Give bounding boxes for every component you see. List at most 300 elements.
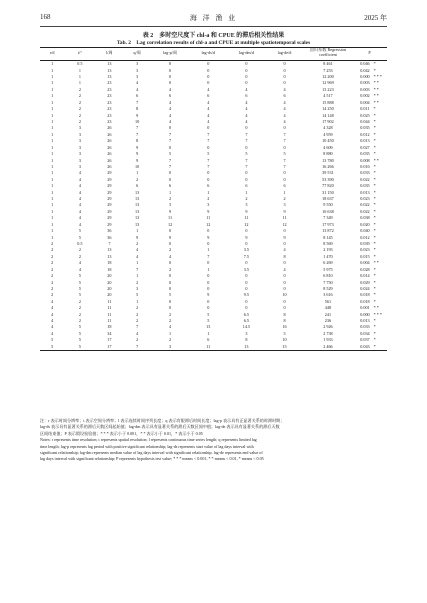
cell-t: 5 xyxy=(78,279,81,285)
cell-lag-de: 0 xyxy=(283,67,286,73)
cell-regression: 236 xyxy=(324,318,332,324)
cell-lag-dm: 7 xyxy=(245,131,248,137)
cell-q: 7 xyxy=(136,131,139,137)
cell-regression: 9 550 xyxy=(323,202,333,208)
cell-lag-de: 0 xyxy=(283,74,286,80)
cell-regression: 39 531 xyxy=(322,170,334,176)
cell-t: 3 xyxy=(78,163,81,169)
cell-q: 9 xyxy=(136,151,139,157)
cell-q: 2 xyxy=(136,305,139,311)
cell-q: 2 xyxy=(136,241,139,246)
cell-q: 13 xyxy=(135,215,140,221)
cell-r: 1 xyxy=(51,144,54,150)
cell-q: 2 xyxy=(136,311,139,317)
p-value: 0.023 xyxy=(360,196,370,202)
p-value: 0.046 xyxy=(360,61,370,67)
cell-q: 2 xyxy=(136,337,139,343)
cell-r: 1 xyxy=(51,176,54,182)
cell-l: 29 xyxy=(107,196,112,202)
cell-lag-ds: 6 xyxy=(207,93,210,99)
cell-regression: 2 926 xyxy=(323,324,333,330)
journal-year: 2025 年 xyxy=(364,14,387,22)
significance-marker: * xyxy=(373,67,376,73)
col-header-lag-dm: lag-dm/d xyxy=(227,48,265,58)
table-notes xyxy=(40,418,387,463)
significance-marker: * xyxy=(373,183,376,189)
p-value: 0.003 xyxy=(360,86,370,92)
cell-r: 1 xyxy=(51,86,54,92)
cell-regression: 13 872 xyxy=(322,228,334,234)
cell-q: 9 xyxy=(136,234,139,240)
cell-regression: 8 880 xyxy=(323,151,333,157)
cell-lag-dm: 3 xyxy=(245,330,248,336)
cell-lag-p: 4 xyxy=(169,112,172,118)
cell-lag-de: 4 xyxy=(283,247,286,253)
cell-regression: 12 200 xyxy=(322,74,334,80)
col-header-lag-de: lag-de/d xyxy=(265,48,303,58)
cell-lag-de: 0 xyxy=(283,80,286,86)
cell-lag-ds: 0 xyxy=(207,144,210,150)
significance-marker: * xyxy=(373,144,376,150)
cell-lag-p: 2 xyxy=(169,318,172,324)
p-value: 0.013 xyxy=(360,318,370,324)
cell-lag-dm: 7.5 xyxy=(243,253,249,259)
significance-marker: * xyxy=(373,324,376,330)
cell-q: 3 xyxy=(136,61,139,67)
cell-t: 1 xyxy=(78,74,81,80)
cell-lag-ds: 4 xyxy=(207,112,210,118)
cell-lag-de: 7 xyxy=(283,163,286,169)
cell-l: 18 xyxy=(107,324,112,330)
cell-l: 29 xyxy=(107,170,112,176)
cell-t: 4 xyxy=(78,215,81,221)
cell-t: 4 xyxy=(78,196,81,202)
note-line: 区间结束值；P 表示假设检验值；* * * 表示小于 0.001，* * 表示小于 0.01，* 表示小于 0.05 xyxy=(40,430,203,436)
cell-l: 36 xyxy=(107,234,112,240)
cell-r: 5 xyxy=(40,344,64,351)
p-value: 0.001 xyxy=(360,305,370,311)
cell-t: 5 xyxy=(64,344,95,351)
cell-lag-p: 9 xyxy=(169,234,172,240)
cell-q: 6 xyxy=(136,93,139,99)
p-value: 0.013 xyxy=(360,138,370,144)
cell-lag-dm: 0 xyxy=(245,241,248,246)
cell-lag-ds: 7 xyxy=(207,163,210,169)
header-rule xyxy=(40,26,387,27)
p-value: 0.022 xyxy=(360,208,370,214)
cell-r: 4 xyxy=(51,298,54,304)
cell-lag-dm: 9 xyxy=(245,234,248,240)
cell-l: 17 xyxy=(96,344,124,351)
cell-r: 4 xyxy=(51,311,54,317)
cell-lag-de: 0 xyxy=(283,305,286,311)
significance-marker: * xyxy=(373,170,376,176)
cell-lag-de: 0 xyxy=(283,61,286,67)
cell-l: 20 xyxy=(107,285,112,291)
cell-lag-dm: 12 xyxy=(244,221,249,227)
significance-marker: * xyxy=(373,202,376,208)
cell-r: 2 xyxy=(51,266,54,272)
cell-l: 29 xyxy=(107,221,112,227)
cell-t: 5 xyxy=(78,337,81,343)
significance-marker: * xyxy=(373,125,376,131)
p-value: 0.035 xyxy=(360,151,370,157)
p-value: 0.022 xyxy=(360,176,370,182)
cell-t: 0.5 xyxy=(77,241,83,246)
cell-r: 1 xyxy=(51,170,54,176)
significance-marker: * xyxy=(373,112,376,118)
cell-regression: 13 780 xyxy=(322,157,334,163)
cell-r: 1 xyxy=(51,93,54,99)
cell-lag-p: 7 xyxy=(169,131,172,137)
cell-l: 11 xyxy=(107,305,112,311)
cell-lag-dm: 3 xyxy=(245,202,248,208)
cell-t: 4 xyxy=(78,260,81,266)
cell-lag-de: 0 xyxy=(283,228,286,234)
cell-t: 2 xyxy=(78,253,81,259)
cell-r: 1 xyxy=(51,208,54,214)
cell-regression: 16 638 xyxy=(322,208,334,214)
cell-r: 2 xyxy=(51,260,54,266)
cell-r: 1 xyxy=(51,67,54,73)
cell-r: 1 xyxy=(51,202,54,208)
cell-l: 13 xyxy=(107,67,112,73)
cell-regression: 8 529 xyxy=(323,285,333,291)
cell-lag-de: 0 xyxy=(283,260,286,266)
cell-lag-dm: 2 xyxy=(245,196,248,202)
cell-lag-ds: 0 xyxy=(207,279,210,285)
cell-r: 2 xyxy=(51,285,54,291)
cell-q: 8 xyxy=(136,106,139,112)
p-value: 0.012 xyxy=(360,234,370,240)
cell-regression: 561 xyxy=(324,298,332,304)
col-header-lag-ds: lag-ds/d xyxy=(189,48,227,58)
cell-t: 3 xyxy=(78,125,81,131)
cell-lag-p: 0 xyxy=(169,144,172,150)
cell-t: 4 xyxy=(78,208,81,214)
col-header-r: r/d xyxy=(40,48,64,58)
cell-lag-ds: 1 xyxy=(207,330,210,336)
cell-regression: 15 888 xyxy=(322,99,334,105)
cell-lag-dm: 0 xyxy=(245,67,248,73)
significance-marker: * xyxy=(373,176,376,182)
cell-r: 1 xyxy=(51,157,54,163)
cell-regression: 77 820 xyxy=(322,183,334,189)
cell-r: 1 xyxy=(51,221,54,227)
cell-t: 0.5 xyxy=(77,61,83,67)
col-header-lag-p: lag-p/周 xyxy=(151,48,189,58)
cell-r: 1 xyxy=(51,74,54,80)
significance-marker: * xyxy=(373,241,376,246)
cell-lag-p: 2 xyxy=(169,196,172,202)
cell-lag-de: 0 xyxy=(283,176,286,182)
cell-lag-ds: 1 xyxy=(207,266,210,272)
cell-q: 3 xyxy=(136,67,139,73)
cell-lag-p: 11 xyxy=(168,215,173,221)
significance-marker: * xyxy=(373,106,376,112)
note-line: time length; lag-p represents lag period with positive significant relationship; lag-ds represents start value of lag days interval with xyxy=(40,443,254,449)
cell-r: 1 xyxy=(51,234,54,240)
p-value: 0.020 xyxy=(360,221,370,227)
cell-lag-de: 16 xyxy=(282,324,287,330)
cell-lag-dm: 7 xyxy=(245,163,248,169)
cell-lag-dm: 4 xyxy=(245,112,248,118)
cell-lag-de: 12 xyxy=(282,221,287,227)
cell-t: 4 xyxy=(78,189,81,195)
cell-lag-dm: 0 xyxy=(245,285,248,291)
cell-q: 2 xyxy=(136,176,139,182)
cell-lag-p: 4 xyxy=(169,86,172,92)
note-line: lag days interval with significant relationship; P represents hypothesis test value; * * * means < 0.001, * * means < 0.01, * means < 0.05 xyxy=(40,456,264,462)
cell-regression: 14 148 xyxy=(322,112,334,118)
cell-lag-p: 2 xyxy=(169,266,172,272)
cell-lag-dm: 3.5 xyxy=(243,266,249,272)
significance-marker: * xyxy=(373,61,376,67)
cell-l: 26 xyxy=(107,138,112,144)
p-value: 0.018 xyxy=(360,298,370,304)
cell-r: 1 xyxy=(51,80,54,86)
cell-lag-dm: 0 xyxy=(245,228,248,234)
cell-q: 4 xyxy=(136,253,139,259)
p-value: 0.015 xyxy=(360,253,370,259)
cell-lag-de: 10 xyxy=(282,292,287,298)
cell-lag-ds: 4 xyxy=(207,106,210,112)
cell-q: 1 xyxy=(136,298,139,304)
cell-lag-de: 0 xyxy=(283,285,286,291)
cell-r: 1 xyxy=(51,106,54,112)
p-value: 0.025 xyxy=(360,112,370,118)
cell-lag-ds: 0 xyxy=(207,74,210,80)
cell-lag-ds: 0 xyxy=(207,241,210,246)
cell-l: 7 xyxy=(108,241,111,246)
cell-regression: 3 616 xyxy=(323,292,333,298)
cell-p xyxy=(352,344,387,351)
cell-r: 1 xyxy=(51,112,54,118)
cell-lag-p: 7 xyxy=(169,163,172,169)
significance-marker: * * xyxy=(373,80,379,86)
cell-regression: 2 193 xyxy=(323,247,333,253)
cell-r: 5 xyxy=(51,337,54,343)
p-value: 0.018 xyxy=(360,292,370,298)
significance-marker: * * xyxy=(373,305,379,311)
cell-l: 26 xyxy=(107,144,112,150)
cell-q: 9 xyxy=(136,157,139,163)
cell-lag-dm: 6 xyxy=(245,183,248,189)
cell-lag-dm: 13 xyxy=(227,344,265,351)
cell-q: 10 xyxy=(135,118,140,124)
cell-lag-ds: 6 xyxy=(207,337,210,343)
cell-t: 5 xyxy=(78,273,81,279)
p-value: 0.027 xyxy=(360,144,370,150)
cell-lag-de: 5 xyxy=(283,330,286,336)
p-value: 0.002 xyxy=(360,93,370,99)
cell-lag-dm: 4 xyxy=(245,106,248,112)
cell-lag-dm: 0 xyxy=(245,61,248,67)
cell-q: 9 xyxy=(136,112,139,118)
cell-l: 23 xyxy=(107,106,112,112)
p-value: 0.003 xyxy=(360,80,370,86)
cell-r: 1 xyxy=(51,118,54,124)
cell-lag-ds: 4 xyxy=(207,86,210,92)
cell-l: 11 xyxy=(107,298,112,304)
significance-marker: * xyxy=(373,285,376,291)
cell-t: 4 xyxy=(78,221,81,227)
cell-lag-p: 7 xyxy=(169,157,172,163)
p-value: 0.044 xyxy=(360,118,370,124)
cell-lag-de: 4 xyxy=(283,106,286,112)
cell-lag-dm: 7 xyxy=(245,157,248,163)
significance-marker: * xyxy=(373,151,376,157)
significance-marker: * xyxy=(373,292,376,298)
cell-q: 1 xyxy=(136,170,139,176)
cell-regression: 17 973 xyxy=(322,221,334,227)
cell-lag-dm: 0 xyxy=(245,176,248,182)
cell-l: 23 xyxy=(107,86,112,92)
cell-regression: 8 145 xyxy=(323,234,333,240)
cell-lag-de: 0 xyxy=(283,279,286,285)
significance-marker: * xyxy=(373,266,376,272)
cell-lag-dm: 3.5 xyxy=(243,247,249,253)
p-value: 0.000 xyxy=(360,311,370,317)
cell-l: 29 xyxy=(107,176,112,182)
cell-t: 2 xyxy=(78,247,81,253)
cell-r: 1 xyxy=(51,183,54,189)
significance-marker: * * * xyxy=(373,311,382,317)
cell-r: 1 xyxy=(51,99,54,105)
cell-lag-p: 4 xyxy=(169,106,172,112)
cell-l: 29 xyxy=(107,202,112,208)
cell-lag-ds: 7 xyxy=(207,253,210,259)
cell-r: 1 xyxy=(51,163,54,169)
significance-marker: * xyxy=(373,279,376,285)
cell-lag-dm: 6.5 xyxy=(243,318,249,324)
cell-lag-p: 12 xyxy=(167,221,173,227)
cell-lag-dm: 0 xyxy=(245,125,248,131)
cell-lag-ds: 0 xyxy=(207,305,210,311)
cell-q: 5 xyxy=(136,292,139,298)
p-value: 0.033 xyxy=(360,324,370,330)
cell-lag-dm: 0 xyxy=(245,74,248,80)
cell-t: 2 xyxy=(78,305,81,311)
cell-regression: 10 450 xyxy=(322,138,334,144)
cell-lag-p: 4 xyxy=(169,118,172,124)
p-value: 0.037 xyxy=(360,337,370,343)
cell-t: 2 xyxy=(78,99,81,105)
significance-marker: * xyxy=(373,330,376,336)
cell-regression: 13 223 xyxy=(322,86,334,92)
significance-marker: * xyxy=(373,247,376,253)
cell-q: 2 xyxy=(136,318,139,324)
significance-marker: * xyxy=(373,208,376,214)
cell-q: 3 xyxy=(136,285,139,291)
cell-regression: 6 810 xyxy=(323,273,333,279)
cell-lag-ds: 1 xyxy=(207,189,210,195)
significance-marker: * * xyxy=(373,157,379,163)
cell-regression: 4 609 xyxy=(323,144,333,150)
significance-marker: * xyxy=(373,298,376,304)
p-value: 0.033 xyxy=(360,170,370,176)
cell-q: 13 xyxy=(135,208,140,214)
cell-lag-dm: 11 xyxy=(244,215,249,221)
cell-lag-ds: 3 xyxy=(207,202,210,208)
cell-regression: 18 637 xyxy=(322,196,334,202)
cell-regression: 7 349 xyxy=(323,215,333,221)
cell-lag-de: 4 xyxy=(283,112,286,118)
cell-l: 29 xyxy=(107,208,112,214)
significance-marker: * xyxy=(373,196,376,202)
cell-lag-ds: 0 xyxy=(207,285,210,291)
p-value: 0.038 xyxy=(360,215,370,221)
cell-l: 18 xyxy=(107,266,112,272)
cell-t: 4 xyxy=(78,202,81,208)
cell-t: 3 xyxy=(78,131,81,137)
cell-lag-ds: 2 xyxy=(207,196,210,202)
cell-lag-p: 0 xyxy=(169,298,172,304)
table-caption-en: Tab. 2 Lag correlation results of chl-a and CPUE at multiple spatiotemporal scales xyxy=(116,40,311,46)
p-value: 0.042 xyxy=(360,67,370,73)
cell-lag-de: 8 xyxy=(283,253,286,259)
significance-marker: * xyxy=(373,221,376,227)
cell-q: 7 xyxy=(136,99,139,105)
cell-t: 3 xyxy=(78,144,81,150)
cell-q: 13 xyxy=(135,221,140,227)
cell-q: 4 xyxy=(136,80,139,86)
cell-t: 2 xyxy=(78,311,81,317)
cell-lag-p: 3 xyxy=(151,344,189,351)
cell-lag-p: 7 xyxy=(169,138,172,144)
cell-lag-de: 6 xyxy=(283,93,286,99)
cell-lag-ds: 0 xyxy=(207,67,210,73)
cell-lag-dm: 0 xyxy=(245,170,248,176)
cell-q: 3 xyxy=(136,74,139,80)
cell-q: 7 xyxy=(136,324,139,330)
cell-lag-de: 4 xyxy=(283,118,286,124)
col-header-p: P xyxy=(352,48,387,58)
cell-q: 2 xyxy=(136,279,139,285)
cell-lag-p: 5 xyxy=(169,151,172,157)
cell-l: 29 xyxy=(107,215,112,221)
cell-l: 36 xyxy=(107,228,112,234)
cell-r: 1 xyxy=(51,138,54,144)
cell-lag-p: 0 xyxy=(169,125,172,131)
significance-marker: * xyxy=(373,253,376,259)
cell-r: 1 xyxy=(51,215,54,221)
cell-l: 13 xyxy=(107,247,112,253)
cell-lag-ds: 0 xyxy=(207,298,210,304)
significance-marker: * xyxy=(373,318,376,324)
cell-lag-p: 0 xyxy=(169,80,172,86)
cell-regression: 8 569 xyxy=(323,241,333,246)
cell-lag-p: 0 xyxy=(169,228,172,234)
cell-l: 26 xyxy=(107,157,112,163)
cell-lag-dm: 7 xyxy=(245,138,248,144)
cell-regression: 5 975 xyxy=(323,266,333,272)
cell-l: 13 xyxy=(107,61,112,67)
cell-lag-dm: 9 xyxy=(245,208,248,214)
cell-r: 2 xyxy=(51,253,54,259)
cell-regression: 16 266 xyxy=(322,163,334,169)
cell-t: 2 xyxy=(78,112,81,118)
cell-regression: 1 933 xyxy=(323,337,333,343)
table-body xyxy=(40,61,387,351)
cell-t: 2 xyxy=(78,93,81,99)
cell-lag-p: 1 xyxy=(169,189,172,195)
cell-lag-ds: 9 xyxy=(207,208,210,214)
cell-l: 26 xyxy=(107,131,112,137)
cell-lag-p: 0 xyxy=(169,279,172,285)
cell-l: 18 xyxy=(107,260,112,266)
cell-regression: 4 517 xyxy=(323,93,333,99)
